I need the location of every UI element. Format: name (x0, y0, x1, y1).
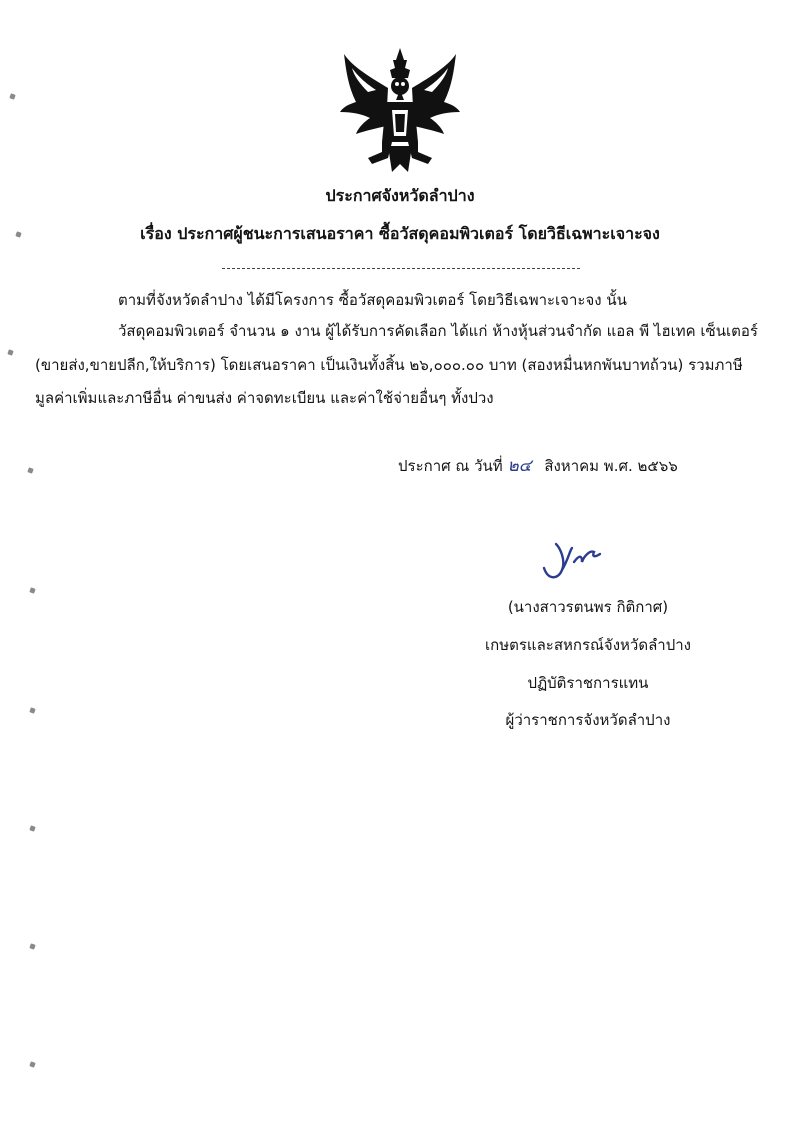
scan-speck (29, 1061, 35, 1067)
scan-speck (9, 93, 15, 99)
title-divider (222, 268, 580, 269)
scan-speck (29, 825, 35, 831)
scan-speck (27, 467, 33, 473)
signer-position-1: เกษตรและสหกรณ์จังหวัดลำปาง (485, 636, 691, 654)
announce-day: ๒๔ (507, 456, 532, 476)
signer-name: (นางสาวรตนพร กิติกาศ) (507, 598, 669, 616)
body-line-1: ตามที่จังหวัดลำปาง ได้มีโครงการ ซื้อวัสดุคอมพิวเตอร์ โดยวิธีเฉพาะเจาะจง นั้น (118, 291, 627, 309)
document-title: ประกาศจังหวัดลำปาง (325, 186, 475, 205)
signer-position-2: ปฏิบัติราชการแทน (527, 674, 649, 692)
body-line-3: (ขายส่ง,ขายปลีก,ให้บริการ) โดยเสนอราคา เป็นเงินทั้งสิ้น ๒๖,๐๐๐.๐๐ บาท (สองหมื่นหกพันบาทถ้วน) รวมภาษี (35, 356, 743, 374)
announce-prefix: ประกาศ ณ วันที่ (398, 457, 503, 475)
garuda-emblem-icon (338, 46, 462, 176)
document-subject: เรื่อง ประกาศผู้ชนะการเสนอราคา ซื้อวัสดุคอมพิวเตอร์ โดยวิธีเฉพาะเจาะจง (140, 224, 660, 243)
body-line-2: วัสดุคอมพิวเตอร์ จำนวน ๑ งาน ผู้ได้รับการคัดเลือก ได้แก่ ห้างหุ้นส่วนจำกัด แอล พี ไฮเทค เซ็นเตอร์ (118, 322, 758, 340)
scan-speck (7, 349, 13, 355)
signer-position-3: ผู้ว่าราชการจังหวัดลำปาง (505, 711, 671, 729)
handwritten-signature-icon (538, 540, 608, 582)
scan-speck (29, 707, 35, 713)
body-line-4: มูลค่าเพิ่มและภาษีอื่น ค่าขนส่ง ค่าจดทะเบียน และค่าใช้จ่ายอื่นๆ ทั้งปวง (35, 389, 494, 407)
announce-month-year: สิงหาคม พ.ศ. ๒๕๖๖ (544, 457, 678, 475)
announce-date (398, 456, 678, 476)
scan-speck (29, 943, 35, 949)
scan-speck (29, 587, 35, 593)
